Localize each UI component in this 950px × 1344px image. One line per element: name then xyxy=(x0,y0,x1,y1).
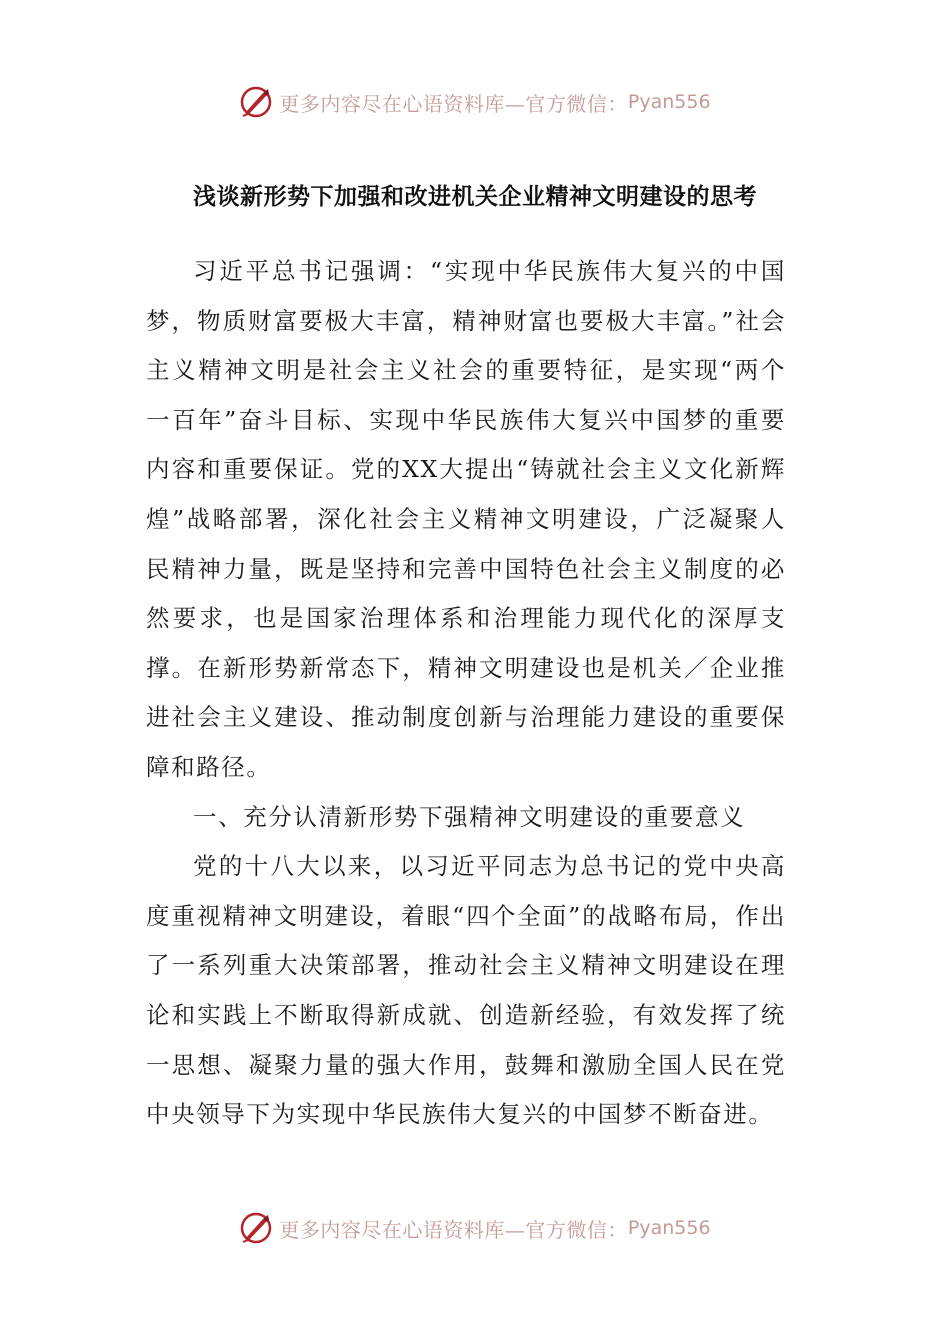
document-body xyxy=(146,247,786,1140)
header-banner xyxy=(0,82,950,122)
paragraph-section-1: 党的十八大以来，以习近平同志为总书记的党中央高度重视精神文明建设，着眼“四个全面”的战略布局，作出了一系列重大决策部署，推动社会主义精神文明建设在理论和实践上不断取得新成就、创造新经验，有效发挥了统一思想、凝聚力量的强大作用，鼓舞和激励全国人民在党中央领导下为实现中华民族伟大复兴的中国梦不断奋进。 xyxy=(146,852,786,1129)
banner-text: 更多内容尽在心语资料库—官方微信： xyxy=(279,1217,628,1242)
banner-wechat-id: Pyan556 xyxy=(627,1217,711,1239)
banner-wechat-id: Pyan556 xyxy=(627,91,711,113)
paragraph-intro: 习近平总书记强调：“实现中华民族伟大复兴的中国梦，物质财富要极大丰富，精神财富也要极大丰富。”社会主义精神文明是社会主义社会的重要特征，是实现“两个一百年”奋斗目标、实现中华民族伟大复兴中国梦的重要内容和重要保证。党的XX大提出“铸就社会主义文化新辉煌”战略部署，深化社会主义精神文明建设，广泛凝聚人民精神力量，既是坚持和完善中国特色社会主义制度的必然要求，也是国家治理体系和治理能力现代化的深厚支撑。在新形势新常态下，精神文明建设也是机关／企业推进社会主义建设、推动制度创新与治理能力建设的重要保障和路径。 xyxy=(146,257,786,781)
footer-banner xyxy=(0,1208,950,1248)
banner-text: 更多内容尽在心语资料库—官方微信： xyxy=(279,91,628,116)
document-title: 浅谈新形势下加强和改进机关企业精神文明建设的思考 xyxy=(193,184,757,210)
pen-logo-icon xyxy=(239,1211,273,1245)
pen-logo-icon xyxy=(239,85,273,119)
section-heading-1: 一、充分认清新形势下强精神文明建设的重要意义 xyxy=(193,802,746,831)
